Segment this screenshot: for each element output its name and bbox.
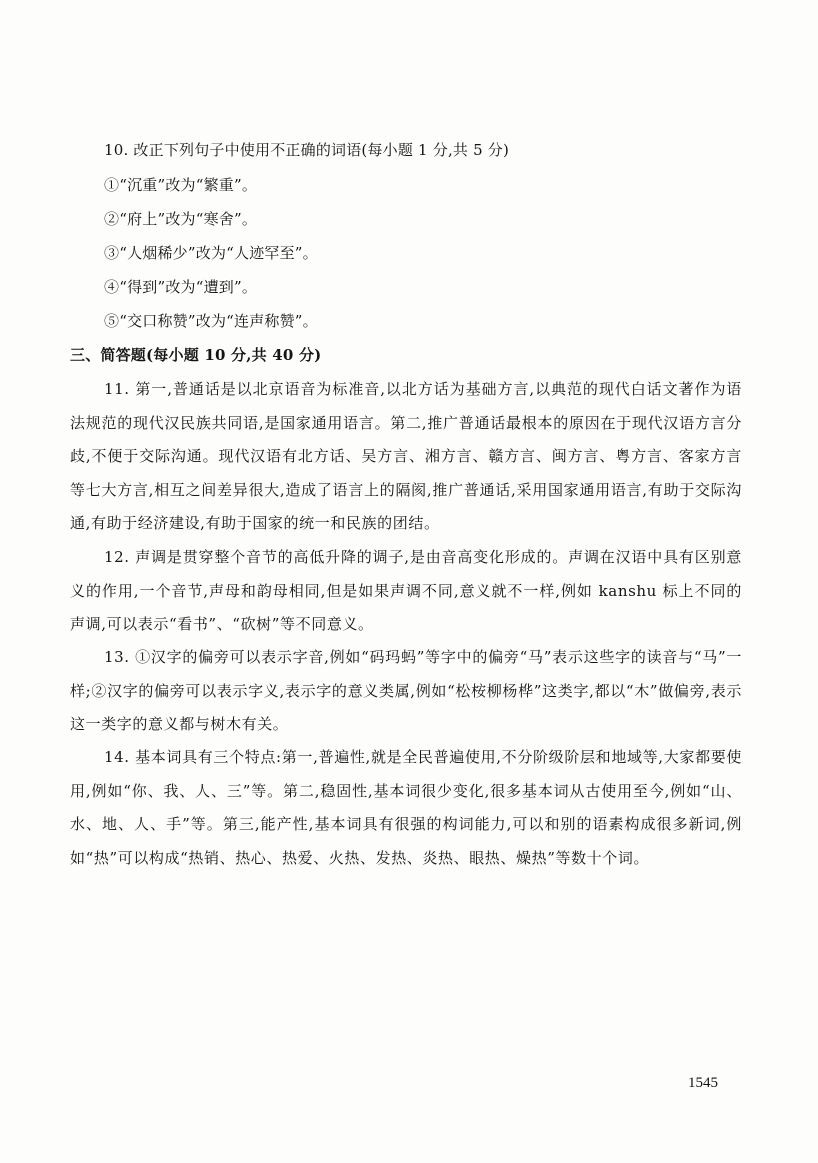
answer-12: 12. 声调是贯穿整个音节的高低升降的调子,是由音高变化形成的。声调在汉语中具有区别意义的作用,一个音节,声母和韵母相同,但是如果声调不同,意义就不一样,例如 kanshu 标上不同的声调,可以表示“看书”、“砍树”等不同意义。 [70,548,742,633]
page-number: 1545 [688,1075,718,1091]
q10-item-2: ②“府上”改为“寒舍”。 [104,210,258,228]
q10-item-1: ①“沉重”改为“繁重”。 [104,176,258,194]
q10-item-5: ⑤“交口称赞”改为“连声称赞”。 [104,312,318,330]
answer-11: 11. 第一,普通话是以北京语音为标准音,以北方话为基础方言,以典范的现代白话文著作为语法规范的现代汉民族共同语,是国家通用语言。第二,推广普通话最根本的原因在于现代汉语方言分歧,不便于交际沟通。现代汉语有北方话、吴方言、湘方言、赣方言、闽方言、粤方言、客家方言等七大方言,相互之间差异很大,造成了语言上的隔阂,推广普通话,采用国家通用语言,有助于交际沟通,有助于经济建设,有助于国家的统一和民族的团结。 [70,380,742,532]
question-10-title: 10. 改正下列句子中使用不正确的词语(每小题 1 分,共 5 分) [104,141,510,159]
q10-item-4: ④“得到”改为“遭到”。 [104,278,258,296]
answer-13: 13. ①汉字的偏旁可以表示字音,例如“码玛蚂”等字中的偏旁“马”表示这些字的读音与“马”一样;②汉字的偏旁可以表示字义,表示字的意义类属,例如“松桉柳杨桦”这类字,都以“木”做偏旁,表示这一类字的意义都与树木有关。 [70,648,742,733]
section-3-heading: 三、简答题(每小题 10 分,共 40 分) [70,346,322,364]
q10-item-3: ③“人烟稀少”改为“人迹罕至”。 [104,244,318,262]
answer-14: 14. 基本词具有三个特点:第一,普遍性,就是全民普遍使用,不分阶级阶层和地域等,大家都要使用,例如“你、我、人、三”等。第二,稳固性,基本词很少变化,很多基本词从古使用至今,例如“山、水、地、人、手”等。第三,能产性,基本词具有很强的构词能力,可以和别的语素构成很多新词,例如“热”可以构成“热销、热心、热爱、火热、发热、炎热、眼热、燥热”等数十个词。 [70,748,742,867]
